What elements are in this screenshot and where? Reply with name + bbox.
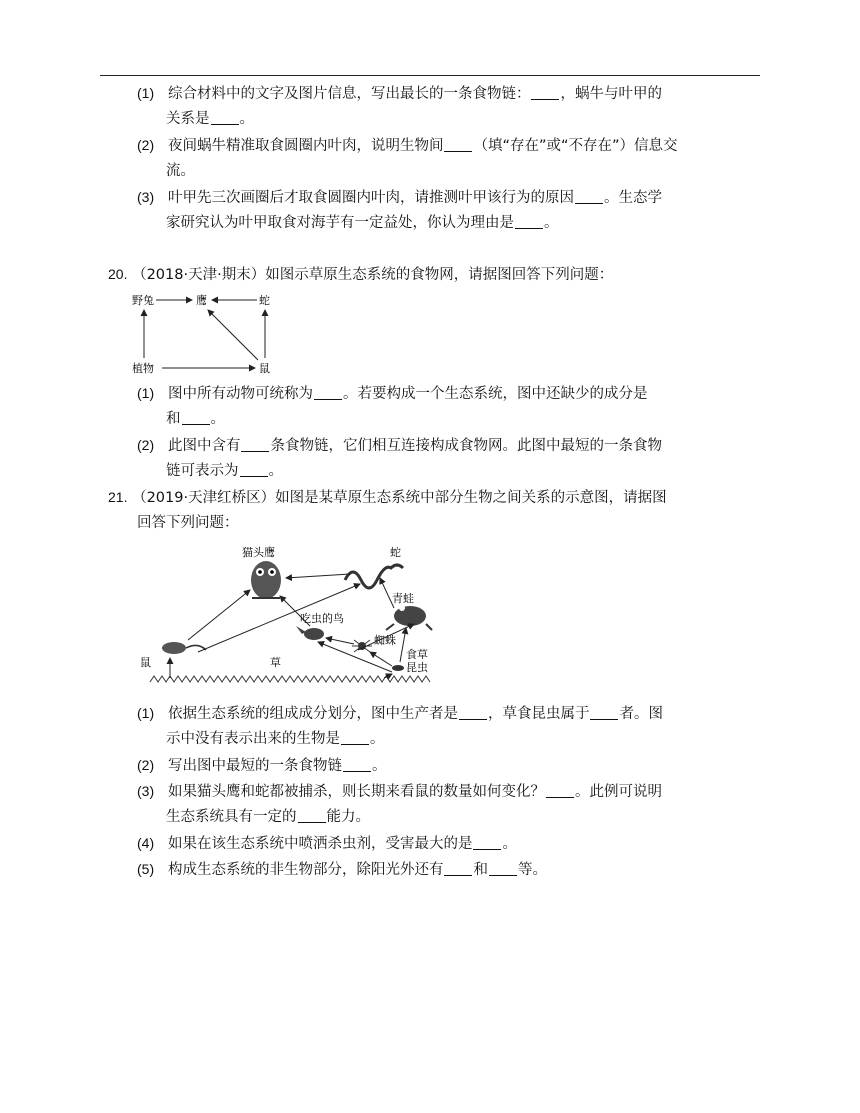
web-plant-label: 植物 [132, 362, 154, 375]
diagram-owl-label: 猫头鹰 [242, 546, 275, 559]
diagram-snake-label: 蛇 [390, 546, 401, 559]
answer-blank[interactable] [515, 214, 543, 229]
answer-blank[interactable] [341, 730, 369, 745]
arrow-snake-owl [286, 574, 350, 578]
q21-stem-line1: 21. （2019·天津红桥区）如图是某草原生态系统中部分生物之间关系的示意图，请据图 [108, 489, 667, 506]
arrow-mouse-owl [188, 590, 250, 640]
q21-sub4-line: (4) 如果在该生态系统中喷洒杀虫剂，受害最大的是 。 [137, 835, 517, 852]
q20-stem: 20. （2018·天津·期末）如图示草原生态系统的食物网，请据图回答下列问题： [108, 266, 614, 283]
bird-icon [296, 626, 324, 640]
snake-icon [345, 565, 403, 588]
answer-blank[interactable] [459, 705, 487, 720]
diagram-insect-label-a: 食草 [406, 648, 428, 661]
q21-sub3-line1: (3) 如果猫头鹰和蛇都被捕杀，则长期来看鼠的数量如何变化？ 。此例可说明 [137, 783, 662, 800]
diagram-bird-label: 吃虫的鸟 [300, 612, 344, 625]
q21-sub1-line2: 示中没有表示出来的生物是 。 [166, 731, 385, 747]
diagram-spider-label: 蜘蛛 [374, 634, 396, 647]
answer-blank[interactable] [473, 835, 501, 850]
answer-blank[interactable] [444, 137, 472, 152]
answer-blank[interactable] [182, 410, 210, 425]
q20-sub1-line1: (1) 图中所有动物可统称为 。若要构成一个生态系统，图中还缺少的成分是 [137, 385, 648, 402]
q19-sub1-line2: 关系是 。 [166, 111, 254, 127]
diagram-grass-label: 草 [270, 656, 281, 669]
insect-icon [392, 665, 404, 671]
arrow-mouse-hawk [208, 310, 258, 360]
header-rule [100, 75, 760, 76]
answer-blank[interactable] [444, 861, 472, 876]
answer-blank[interactable] [211, 110, 239, 125]
diagram-frog-label: 青蛙 [392, 592, 414, 605]
answer-blank[interactable] [546, 783, 574, 798]
answer-blank[interactable] [590, 705, 618, 720]
answer-blank[interactable] [575, 189, 603, 204]
answer-blank[interactable] [489, 861, 517, 876]
web-mouse-label: 鼠 [259, 362, 270, 375]
answer-blank[interactable] [314, 385, 342, 400]
q21-sub5-line: (5) 构成生态系统的非生物部分，除阳光外还有 和 等。 [137, 861, 547, 878]
q20-sub2-line1: (2) 此图中含有 条食物链，它们相互连接构成食物网。此图中最短的一条食物 [137, 437, 662, 454]
q20-sub2-line2: 链可表示为 。 [166, 463, 283, 479]
answer-blank[interactable] [343, 757, 371, 772]
arrow-spider-bird [326, 638, 354, 644]
q21-sub2-line: (2) 写出图中最短的一条食物链 。 [137, 757, 387, 774]
q21-sub3-line2: 生态系统具有一定的 能力。 [166, 809, 370, 825]
answer-blank[interactable] [531, 85, 559, 100]
q19-sub2-line2: 流。 [166, 163, 195, 179]
diagram-insect-label-b: 昆虫 [406, 661, 428, 674]
q21-sub1-line1: (1) 依据生态系统的组成成分划分，图中生产者是 ，草食昆虫属于 者。图 [137, 705, 663, 722]
q20-food-web-diagram [128, 290, 288, 382]
grass-icon [150, 676, 430, 682]
answer-blank[interactable] [240, 462, 268, 477]
mouse-icon [162, 642, 206, 654]
diagram-mouse-label: 鼠 [140, 656, 151, 669]
q19-sub3-line2: 家研究认为叶甲取食对海芋有一定益处，你认为理由是 。 [166, 215, 559, 231]
owl-icon [251, 561, 281, 599]
spider-icon [352, 640, 372, 652]
q20-sub1-line2: 和 。 [166, 411, 225, 427]
arrow-grass-insect [384, 674, 392, 678]
answer-blank[interactable] [241, 437, 269, 452]
answer-blank[interactable] [298, 808, 326, 823]
q19-sub3-line1: (3) 叶甲先三次画圈后才取食圆圈内叶肉，请推测叶甲该行为的原因 。生态学 [137, 189, 662, 206]
web-hawk-label: 鹰 [196, 294, 207, 307]
q19-sub2-line1: (2) 夜间蜗牛精准取食圆圈内叶肉，说明生物间 （填“存在”或“不存在”）信息交 [137, 137, 678, 154]
q21-ecosystem-diagram [140, 540, 428, 690]
q19-sub1-line1: (1) 综合材料中的文字及图片信息，写出最长的一条食物链： ，蜗牛与叶甲的 [137, 85, 662, 102]
web-snake-label: 蛇 [259, 294, 270, 307]
q21-stem-line2: 回答下列问题： [137, 515, 239, 531]
web-rabbit-label: 野兔 [132, 294, 154, 307]
